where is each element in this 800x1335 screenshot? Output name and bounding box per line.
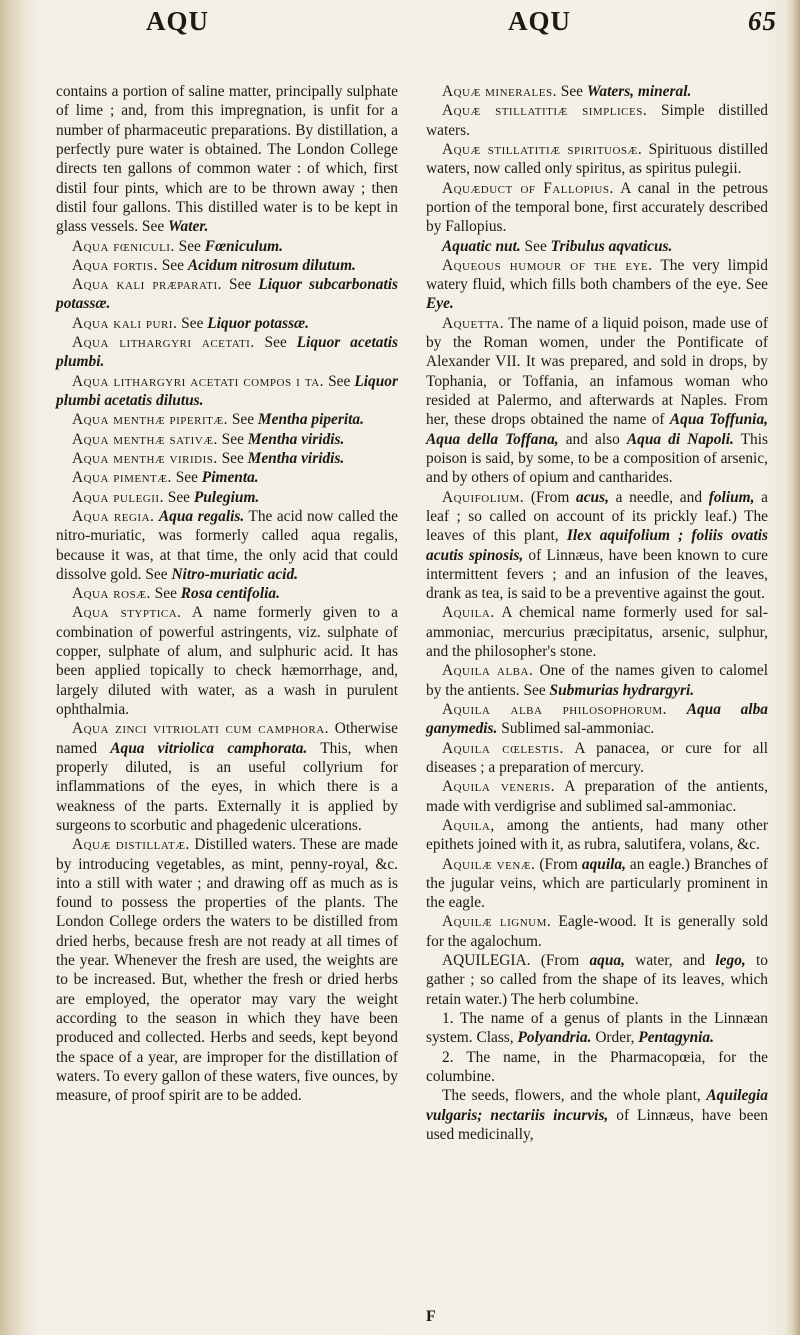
italic-reference: Liquor subcarbonatis potassæ.: [56, 276, 398, 313]
entry-text: Simple distilled waters.: [426, 102, 768, 139]
entry-text: a needle, and: [608, 488, 709, 506]
entry-headword: Aqua fortis.: [72, 256, 158, 274]
dictionary-entry: [426, 488, 768, 604]
dictionary-entry: [56, 256, 398, 275]
page-edge-shadow-left: [0, 0, 26, 1335]
entry-text: The name of a liquid poison, made use of by the Roman women, under the Pontificate of Alexander VII. It was prepared, and sold in drops, by Tophania, or Toffania, an infamous woman who resided at Palermo, and afterwards at Naples. From her, these drops obtained the name of: [426, 314, 768, 429]
entry-headword: Aqua fœniculi.: [72, 237, 175, 255]
entry-text: to gather ; so called from the shape of its leaves, which retain water.) The herb columbine.: [426, 952, 768, 1008]
entry-text: See: [520, 237, 551, 255]
italic-reference: Tribulus aqvaticus.: [550, 237, 673, 255]
italic-reference: Aqua alba ganymedis.: [426, 701, 768, 738]
dictionary-entry: [426, 256, 768, 314]
italic-reference: Eye.: [426, 295, 454, 313]
entry-text: See: [157, 256, 188, 274]
entry-text: See: [556, 83, 587, 100]
entry-headword: Aqua lithargyri acetati compos i ta.: [72, 372, 324, 390]
italic-reference: acus,: [576, 488, 609, 506]
page-edge-shadow-right: [786, 0, 800, 1335]
italic-reference: Fœniculum.: [204, 237, 283, 255]
right-text-column: [426, 82, 768, 1144]
italic-reference: Mentha piperita.: [257, 411, 364, 429]
italic-reference: Acidum nitrosum dilutum.: [187, 256, 356, 274]
dictionary-entry: [56, 449, 398, 468]
italic-reference: Rosa centifolia.: [180, 585, 280, 603]
italic-reference: Liquor acetatis plumbi.: [56, 334, 398, 371]
entry-headword: Aquilæ lignum.: [442, 913, 552, 931]
dictionary-entry: [56, 835, 398, 1105]
entry-headword: Aqueous humour of the eye.: [442, 256, 653, 274]
dictionary-entry: [426, 1086, 768, 1144]
entry-headword: Aqua pulegii.: [72, 488, 164, 506]
entry-headword: Aquæ stillatitiæ simplices.: [442, 102, 648, 120]
italic-reference: Aquilegia vulgaris; nectariis incurvis,: [426, 1087, 768, 1124]
entry-text: among the antients, had many other epithets joined with it, as rubra, salutifera, volans, &c.: [426, 816, 768, 854]
dictionary-entry: [426, 101, 768, 140]
entry-text: See: [254, 334, 297, 352]
entry-text: Otherwise named: [56, 720, 398, 757]
italic-reference: Pulegium.: [193, 488, 260, 506]
italic-reference: aqua,: [589, 952, 625, 970]
italic-reference: Pentagynia.: [638, 1029, 714, 1047]
entry-text: See: [163, 488, 194, 506]
entry-text: Sublimed sal-ammoniac.: [497, 720, 655, 738]
entry-text: A preparation of the antients, made with verdigrise and sublimed sal-ammoniac.: [426, 778, 769, 815]
italic-reference: aquila,: [581, 855, 626, 873]
dictionary-entry: [56, 410, 398, 429]
entry-text: an eagle.) Branches of the jugular veins, which are particularly prominent in the eagle.: [426, 855, 768, 912]
entry-text: The very limpid watery fluid, which fills both chambers of the eye. See: [426, 256, 768, 294]
entry-text: See: [177, 314, 208, 332]
page-number: 65: [748, 6, 777, 36]
dictionary-entry: [56, 314, 398, 333]
entry-text: See: [221, 276, 259, 294]
left-text-column: [56, 82, 398, 1106]
dictionary-entry: [56, 468, 398, 487]
entry-headword: Aqua pimentæ.: [72, 469, 172, 487]
entry-headword: Aqua styptica.: [72, 604, 182, 622]
entry-text: and also: [558, 430, 627, 448]
entry-headword: Aqua menthæ sativæ.: [72, 430, 218, 448]
entry-text: Eagle-wood. It is generally sold for the agalochum.: [426, 913, 769, 950]
entry-text: of Linnæus, have been known to cure intermittent fevers ; and an infusion of the leaves, drank as tea, is said to be a preventive against the gout.: [426, 546, 768, 603]
italic-reference: Liquor potassæ.: [207, 314, 310, 332]
italic-reference: Mentha viridis.: [247, 430, 345, 448]
entry-text: One of the names given to calomel by the antients. See: [426, 662, 768, 699]
dictionary-entry: [426, 179, 768, 237]
dictionary-entry: [426, 951, 768, 1009]
italic-reference: Nitro-muriatic acid.: [171, 565, 298, 583]
entry-text: water, and: [624, 952, 716, 970]
dictionary-entry: [426, 237, 768, 256]
entry-text: (From: [524, 488, 577, 506]
entry-headword: Aquæ minerales.: [442, 83, 557, 100]
entry-text: The acid now called the nitro-muriatic, was formerly called aqua regalis, because it was, at that time, the only acid that could dissolve gold. See: [56, 507, 399, 583]
dictionary-entry: [56, 584, 398, 603]
italic-reference: Mentha viridis.: [247, 449, 345, 467]
italic-reference: Aqua Toffunia, Aqua della Toffana,: [426, 411, 768, 448]
entry-text: Order,: [591, 1029, 639, 1047]
dictionary-entry: [56, 488, 398, 507]
italic-reference: Aqua vitriolica camphorata.: [110, 739, 308, 757]
dictionary-entry: [56, 430, 398, 449]
italic-reference: Water.: [168, 218, 209, 236]
entry-text: See: [217, 430, 248, 448]
entry-text: See: [324, 372, 355, 390]
dictionary-entry: [56, 275, 398, 314]
entry-headword: Aqua regia.: [72, 507, 155, 525]
entry-text: (From: [535, 855, 582, 873]
entry-text: The seeds, flowers, and the whole plant,: [442, 1087, 707, 1105]
entry-text: of Linnæus, have been used medicinally,: [426, 1106, 768, 1143]
entry-text: See: [228, 411, 258, 429]
dictionary-entry: [56, 237, 398, 256]
dictionary-entry: [426, 912, 768, 951]
entry-headword: Aqua menthæ viridis.: [72, 449, 218, 467]
dictionary-entry: [426, 1048, 768, 1087]
entry-text: See: [171, 469, 202, 487]
entry-headword: Aquæ distillatæ.: [72, 836, 190, 854]
entry-text: A name formerly given to a combination of powerful astringents, viz. sulphate of copper, sulphate of alum, and sulphuric acid. It has been applied topically to check hæmorrhage, and, largely diluted with water, as a wash in purulent ophthalmia.: [56, 604, 399, 718]
dictionary-entry: [56, 603, 398, 719]
entry-headword: Aquetta.: [442, 314, 505, 332]
entry-headword: Aqua menthæ piperitæ.: [72, 411, 228, 429]
italic-reference: Aqua di Napoli.: [626, 430, 734, 448]
entry-text: A canal in the petrous portion of the temporal bone, first accurately described by Fallopius.: [426, 179, 768, 236]
entry-headword: Aquila cœlestis.: [442, 739, 564, 757]
entry-headword: Aquila.: [442, 604, 495, 622]
italic-reference: Pimenta.: [201, 469, 259, 487]
entry-text: (From: [530, 952, 590, 970]
dictionary-entry: [56, 719, 398, 835]
italic-reference: Aqua regalis.: [158, 507, 245, 525]
entry-headword: Aquilæ venæ.: [442, 855, 536, 873]
dictionary-entry: [426, 140, 768, 179]
entry-headword: Aquæ stillatitiæ spirituosæ.: [442, 140, 643, 158]
entry-headword: Aquila,: [442, 816, 495, 834]
entry-headword: Aqua lithargyri acetati.: [72, 334, 255, 352]
dictionary-entry: [426, 855, 768, 913]
dictionary-entry: [56, 372, 398, 411]
printer-signature-mark: F: [426, 1308, 436, 1325]
entry-headword: Aquila alba philosophorum.: [442, 701, 668, 718]
entry-text: a leaf ; so called on account of its prickly leaf.) The leaves of this plant,: [426, 488, 768, 545]
entry-text: 2. The name, in the Pharmacopœia, for the columbine.: [426, 1048, 768, 1085]
entry-text: This, when properly diluted, is an useful collyrium for inflammations of the eyes, in which there is a weakness of the parts. Externally it is applied by surgeons to scorbutic and phagedenic ulcerations.: [56, 739, 398, 834]
entry-text: A chemical name formerly used for sal-ammoniac, mercurius præcipitatus, arsenic, sulphur, and the philosopher's stone.: [426, 604, 768, 661]
italic-reference: Polyandria.: [517, 1029, 592, 1047]
entry-text: This poison is said, by some, to be a composition of arsenic, and by others of opium and cantharides.: [426, 430, 768, 487]
entry-headword: Aquila alba.: [442, 662, 534, 680]
entry-text: 1. The name of a genus of plants in the Linnæan system. Class,: [426, 1010, 768, 1047]
dictionary-entry: [56, 333, 398, 372]
dictionary-entry: [56, 507, 398, 584]
italic-reference: Liquor plumbi acetatis dilutus.: [56, 372, 398, 409]
dictionary-entry: [56, 82, 398, 237]
italic-reference: Waters, mineral.: [586, 83, 692, 100]
entry-text: See: [150, 585, 181, 603]
entry-text: [667, 701, 687, 718]
entry-text: contains a portion of saline matter, principally sulphate of lime ; and, from this impregnation, is unfit for a number of pharmaceutic preparations. By distillation, a perfectly pure water is obtained. The London College directs ten gallons of common water : of which, first distil four pints, which are to be thrown away ; then distil four gallons. This distilled water is to be kept in glass vessels. See: [56, 83, 398, 236]
italic-reference: folium,: [708, 488, 755, 506]
entry-text: See: [174, 237, 205, 255]
entry-headword: Aqua kali præparati.: [72, 276, 222, 294]
dictionary-entry: [426, 700, 768, 739]
entry-text: Distilled waters. These are made by introducing vegetables, as mint, penny-royal, &c. into a still with water ; and drawing off as much as is found to possess the properties of the plants. The London College orders the waters to be distilled from dried herbs, because fresh are not ready at all times of the year. Whenever the fresh are used, the weights are to be increased. But, whether the fresh or dried herbs are employed, the operator may vary the weight according to the season in which they have been produced and collected. Herbs and seeds, kept beyond the space of a year, are improper for the distillation of waters. To every gallon of these waters, five ounces, by measure, of proof spirit are to be added.: [56, 836, 398, 1105]
entry-text: See: [217, 449, 248, 467]
entry-text: AQUILEGIA.: [442, 952, 531, 970]
dictionary-entry: [426, 603, 768, 661]
running-head-right: AQU: [508, 6, 571, 36]
dictionary-entry: [426, 661, 768, 700]
entry-headword: Aqua zinci vitriolati cum camphora.: [72, 720, 330, 738]
dictionary-entry: [426, 816, 768, 855]
entry-headword: Aqua kali puri.: [72, 314, 178, 332]
entry-text: A panacea, or cure for all diseases ; a preparation of mercury.: [426, 739, 768, 776]
running-head-left: AQU: [146, 6, 209, 36]
entry-headword: Aquifolium.: [442, 488, 525, 506]
dictionary-entry: [426, 777, 768, 816]
italic-reference: lego,: [715, 952, 746, 970]
italic-reference: Ilex aquifolium ; foliis ovatis acutis spinosis,: [426, 527, 768, 564]
dictionary-entry: [426, 739, 768, 778]
entry-headword: Aqua rosæ.: [72, 585, 151, 603]
entry-headword: Aquila veneris.: [442, 778, 556, 796]
entry-headword: Aquæduct of Fallopius.: [442, 179, 614, 197]
dictionary-entry: [426, 314, 768, 488]
italic-reference: Submurias hydrargyri.: [549, 681, 695, 699]
dictionary-entry: [426, 1009, 768, 1048]
italic-reference: Aquatic nut.: [442, 237, 521, 255]
dictionary-entry: [426, 82, 768, 101]
entry-text: Spirituous distilled waters, now called only spiritus, as spiritus pulegii.: [426, 140, 768, 178]
